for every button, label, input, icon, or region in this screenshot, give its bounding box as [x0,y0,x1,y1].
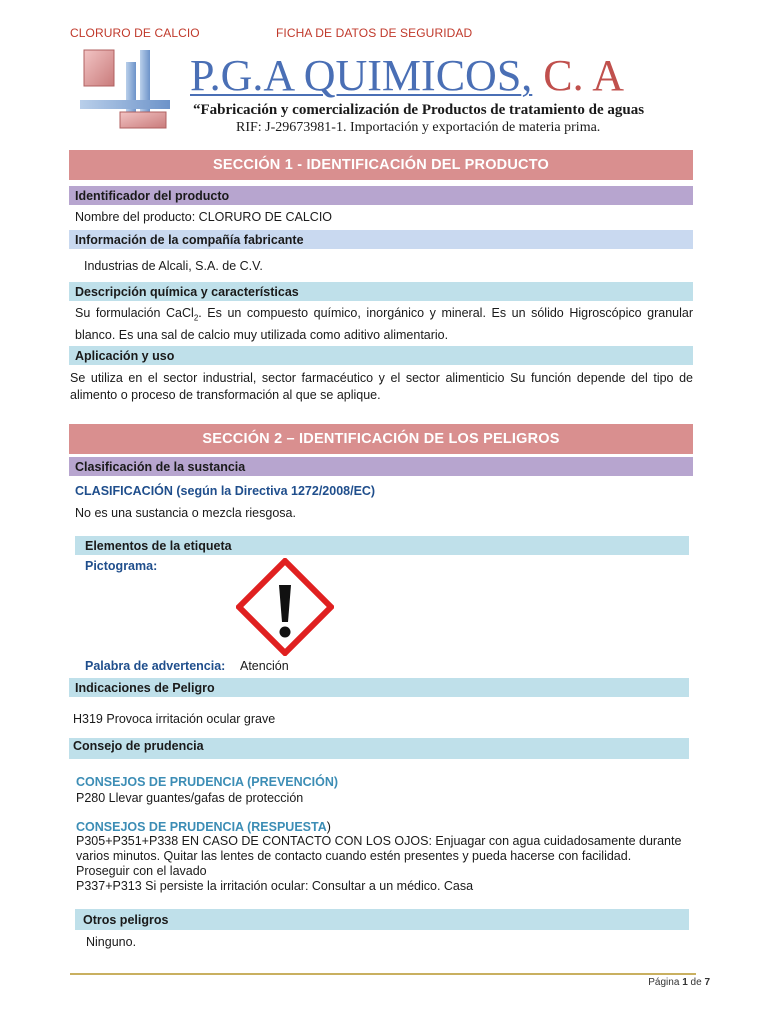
company-name-main: P.G.A QUIMICOS [190,51,522,100]
chemical-description-text [75,305,693,344]
classification-bar: Clasificación de la sustancia [69,457,693,476]
classification-text: No es una sustancia o mezcla riesgosa. [75,506,296,520]
product-identifier-bar: Identificador del producto [69,186,693,205]
page-word: Página [648,977,683,988]
description-pre: Su formulación CaCl [75,306,194,320]
label-elements-bar: Elementos de la etiqueta [75,536,689,555]
company-info-text: Industrias de Alcali, S.A. de C.V. [84,259,263,273]
response-heading-paren: ) [326,820,331,834]
description-post: . Es un compuesto químico, inorgánico y mineral. Es un sólido Higroscópico granular blanco. Es una sal de calcio muy utilizada como aditivo alimentario. [75,306,693,342]
response-heading-text: CONSEJOS DE PRUDENCIA (RESPUESTA [76,820,327,834]
section1-title: SECCIÓN 1 - IDENTIFICACIÓN DEL PRODUCTO [69,150,693,180]
application-text: Se utiliza en el sector industrial, sector farmacéutico y el sector alimenticio Su función depende del tipo de alimento o proceso de transformación al que se aplique. [70,371,693,402]
application-bar: Aplicación y uso [69,346,693,365]
pga-logo-icon [80,46,172,132]
page-current: 1 [682,977,688,988]
footer-divider [70,973,696,975]
response-text [76,834,696,894]
page-of-word: de [687,977,705,988]
exclamation-mark-ghs-icon [236,558,334,656]
page-number [648,977,710,988]
header-sheet-title: FICHA DE DATOS DE SEGURIDAD [276,26,473,40]
company-name-separator: , [521,51,533,100]
product-name-text: Nombre del producto: CLORURO DE CALCIO [75,210,333,224]
page-total: 7 [704,977,710,988]
header-product-name: CLORURO DE CALCIO [70,26,200,40]
prevention-text: P280 Llevar guantes/gafas de protección [76,791,304,805]
response-line-2: varios minutos. Quitar las lentes de contacto cuando estén presentes y pueda hacerse con facilidad. [76,849,632,863]
response-line-4: P337+P313 Si persiste la irritación ocular: Consultar a un médico. Casa [76,879,474,893]
precautionary-advice-bar: Consejo de prudencia [69,738,689,759]
response-line-1: P305+P351+P338 EN CASO DE CONTACTO CON LOS OJOS: Enjuagar con agua cuidadosamente durante [76,834,682,848]
description-subscript: 2 [193,313,199,323]
classification-heading: CLASIFICACIÓN (según la Directiva 1272/2008/EC) [75,484,376,498]
other-hazards-text: Ninguno. [86,935,137,949]
company-info-bar: Información de la compañía fabricante [69,230,693,249]
chemical-description-bar: Descripción química y características [69,282,693,301]
pictogram-label: Pictograma: [85,559,158,573]
company-rif: RIF: J-29673981-1. Importación y exportación de materia prima. [236,120,601,135]
company-tagline: “Fabricación y comercialización de Productos de tratamiento de aguas [193,102,645,118]
company-name-ca: C. A [532,51,624,100]
response-line-3: Proseguir con el lavado [76,864,207,878]
section2-title: SECCIÓN 2 – IDENTIFICACIÓN DE LOS PELIGROS [69,424,693,454]
other-hazards-bar: Otros peligros [75,909,689,930]
hazard-statement-text: H319 Provoca irritación ocular grave [73,712,276,726]
response-heading [76,820,331,834]
signal-word-label: Palabra de advertencia: [85,659,226,673]
signal-word: Atención [240,659,289,673]
prevention-heading: CONSEJOS DE PRUDENCIA (PREVENCIÓN) [76,775,339,789]
hazard-statements-bar: Indicaciones de Peligro [69,678,689,697]
company-name [190,50,624,101]
